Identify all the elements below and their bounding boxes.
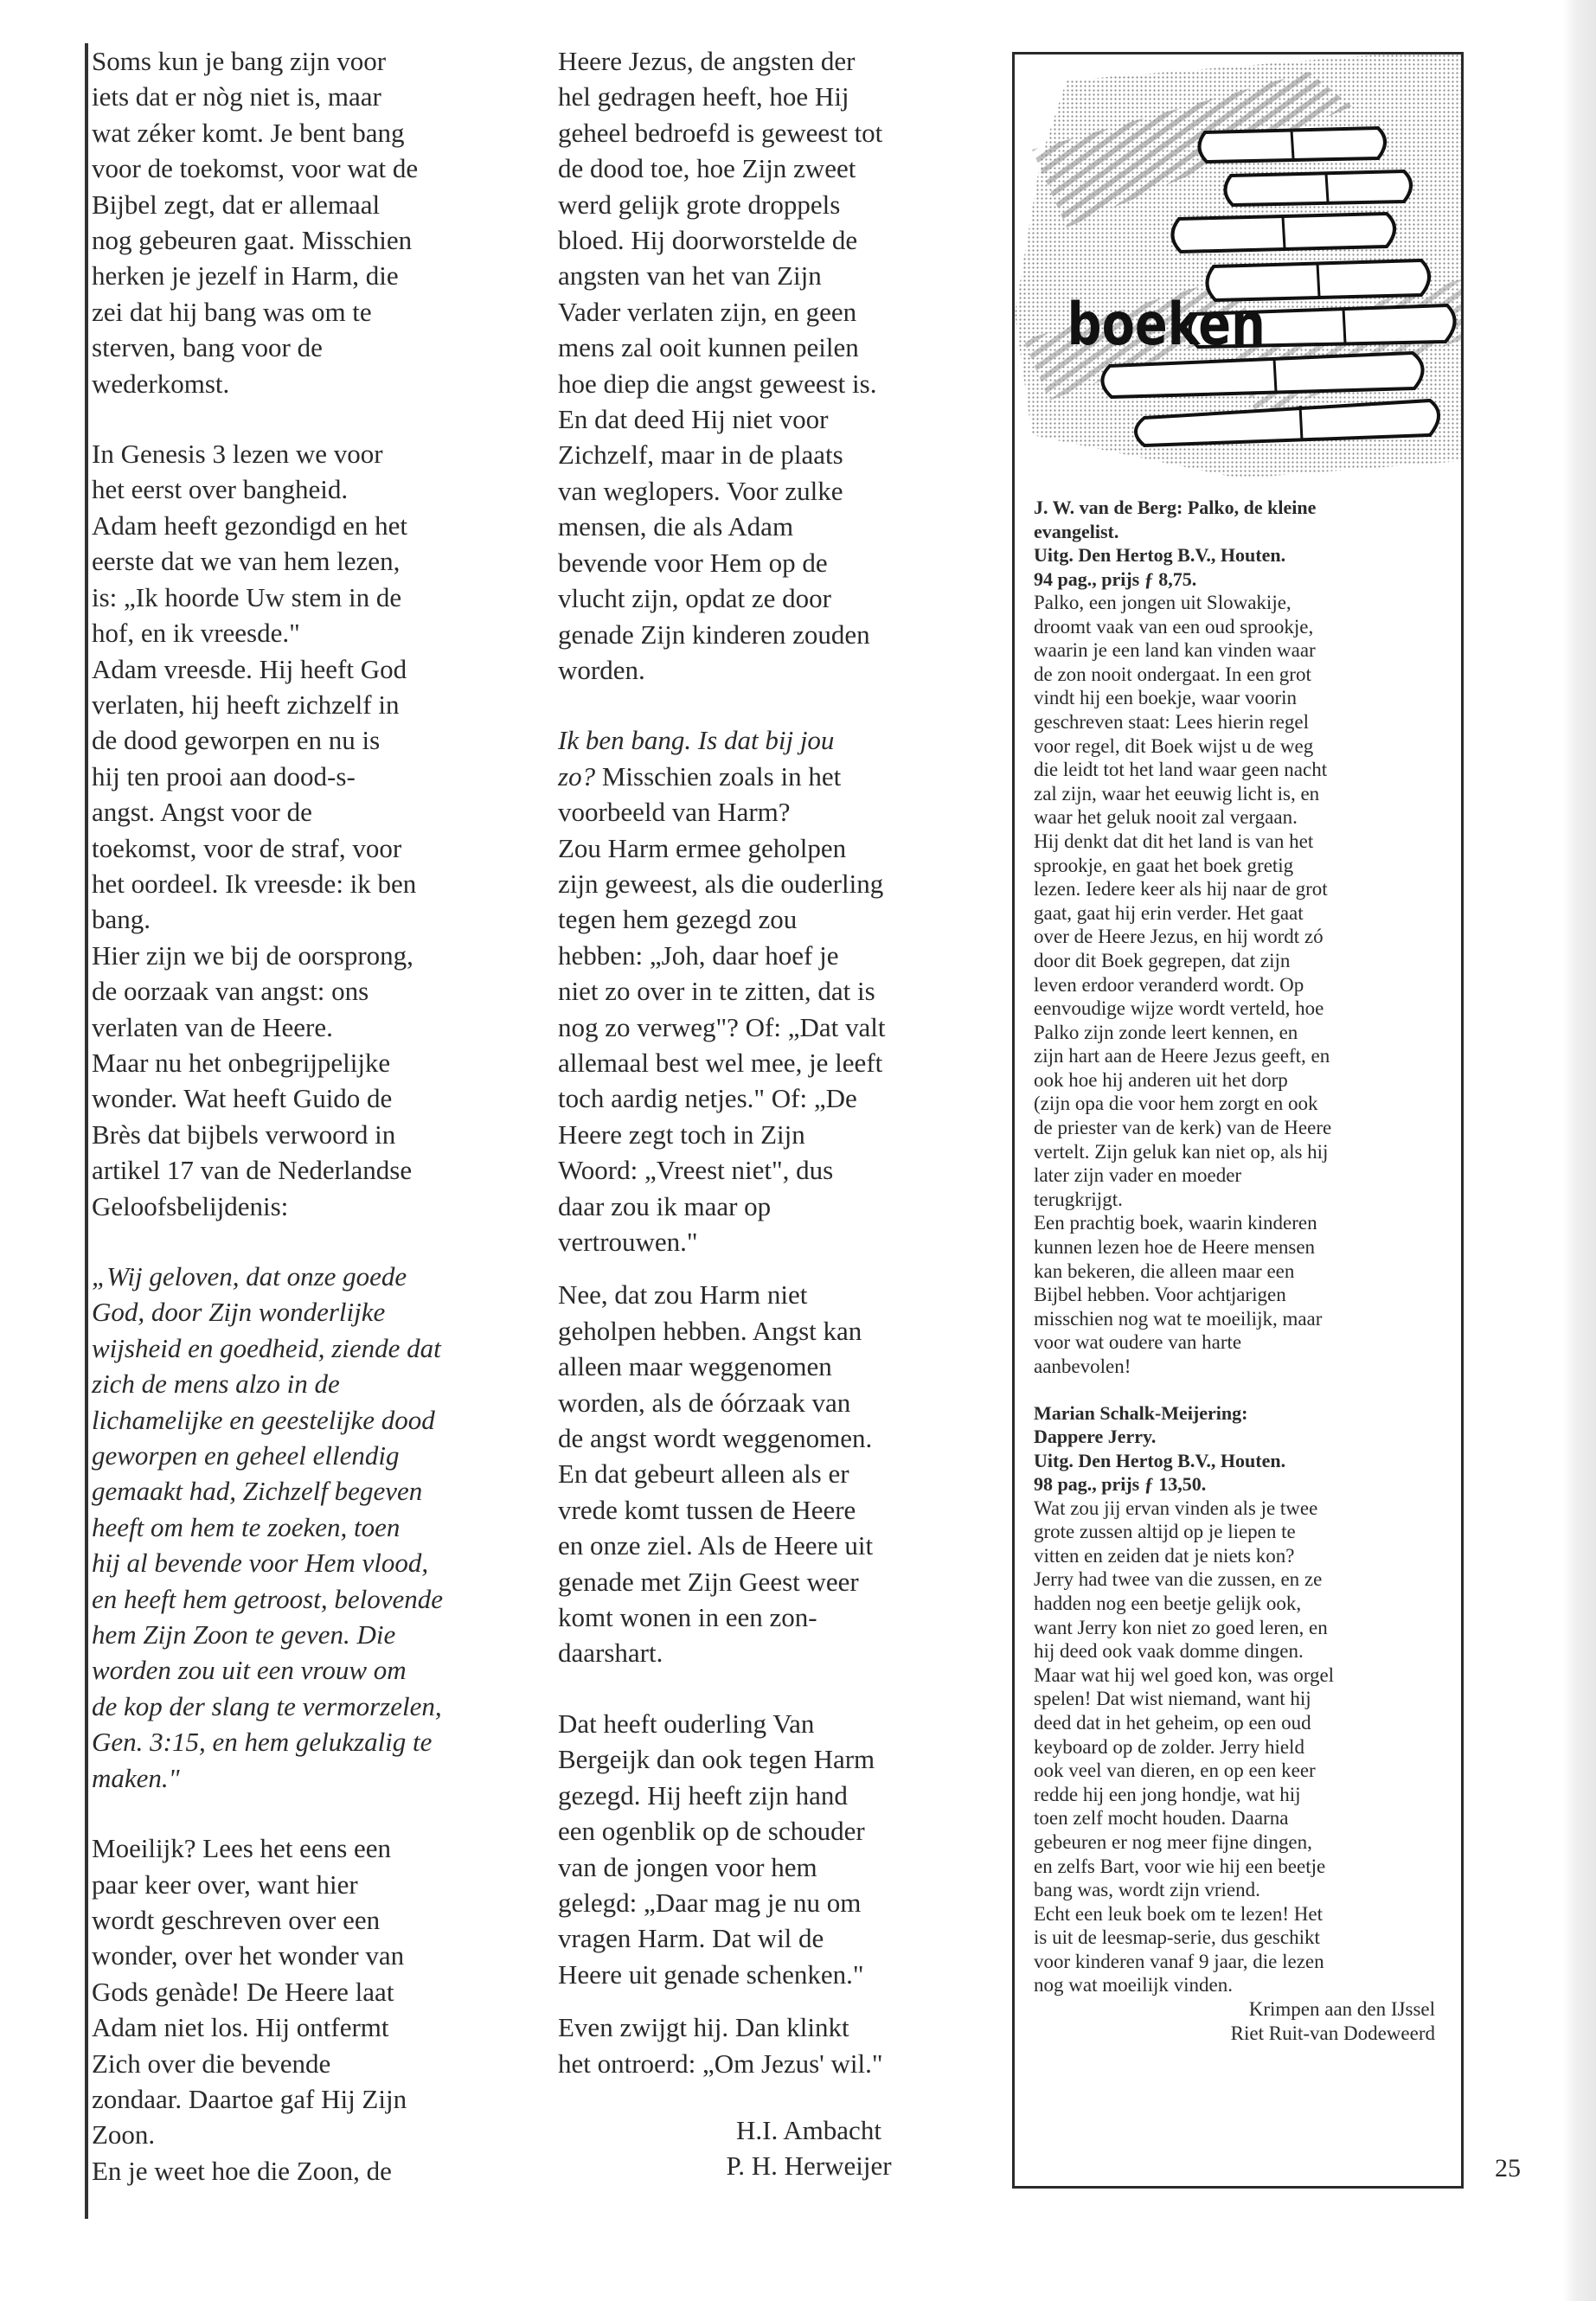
confession-quote: „Wij geloven, dat onze goede God, door Zijn wonderlijke wijsheid en goedheid, ziende dat zich de mens alzo in de lichamelijke en geestelijke dood geworpen en geheel ellendig gemaakt had, Zichzelf begeven heeft om hem te zoeken, toen hij al bevende voor Hem vlood, en heeft hem getroost, belovende hem Zijn Zoon te geven. Die worden zou uit een vrouw om de kop der slang te vermorzelen, Gen. 3:15, en hem gelukzalig te maken." (92, 1261, 444, 1793)
paragraph: In Genesis 3 lezen we voor het eerst over bangheid. Adam heeft gezondigd en het eerste dat we van hem lezen, is: „Ik hoorde Uw stem in de hof, en ik vreesde." Adam vreesde. Hij heeft God verlaten, hij heeft zichzelf in de dood geworpen en nu is hij ten prooi aan dood-s- angst. Angst voor de toekomst, voor de straf, voor het oordeel. Ik vreesde: ik ben bang. Hier zijn we bij de oorsprong, de oorzaak van angst: ons verlaten van de Heere. Maar nu het onbegrijpelijke wonder. Wat heeft Guido de Brès dat bijbels verwoord in artikel 17 van de Nederlandse Geloofsbelijdenis: (92, 439, 417, 1221)
book-review-palko: Palko, een jongen uit Slowakije, droomt vaak van een oud sprookje, waarin je een land kan vinden waar de zon nooit ondergaat. In een grot vindt hij een boekje, waar voorin geschreven staat: Lees hierin regel voor regel, dit Boek wijst u de weg die leidt tot het land waar geen nacht zal zijn, waar het eeuwig licht is, en waar het geluk nooit zal vergaan. Hij denkt dat dit het land is van het sprookje, en gaat het boek gretig lezen. Iedere keer als hij naar de grot gaat, gaat hij erin verder. Het gaat over de Heere Jezus, en hij wordt zó door dit Boek gegrepen, dat zijn leven erdoor veranderd wordt. Op eenvoudige wijze wordt verteld, hoe Palko zijn zonde leert kennen, en zijn hart aan de Heere Jezus geeft, en ook hoe hij anderen uit het dorp (zijn opa die voor hem zorgt en ook de priester van de kerk) van de Heere vertelt. Zijn geluk kan niet op, als hij later zijn vader en moeder terugkrijgt. Een prachtig boek, waarin kinderen kunnen lezen hoe de Heere mensen kan bekeren, die alleen maar een Bijbel hebben. Voor achtjarigen misschien nog wat te moeilijk, maar voor wat oudere van harte aanbevolen! (1034, 592, 1332, 1377)
signature-line: P. H. Herweijer (726, 2150, 892, 2182)
paragraph: Nee, dat zou Harm niet geholpen hebben. Angst kan alleen maar weggenomen worden, als de óórzaak van de angst wordt weggenomen. En dat gebeurt alleen als er vrede komt tussen de Heere en onze ziel. Als de Heere uit genade met Zijn Geest weer komt wonen in een zon- daarshart. (558, 1279, 874, 1669)
book-reviews (1034, 496, 1444, 2045)
paragraph: Even zwijgt hij. Dan klinkt het ontroerd: „Om Jezus' wil." (558, 2012, 883, 2079)
reviewer-credit: Krimpen aan den IJssel Riet Ruit-van Dodeweerd (1230, 1998, 1435, 2044)
books-stack-illustration (1015, 54, 1461, 487)
paragraph: Heere Jezus, de angsten der hel gedragen heeft, hoe Hij geheel bedroefd is geweest tot de dood toe, hoe Zijn zweet werd gelijk grote droppels bloed. Hij doorworstelde de angsten van het van Zijn Vader verlaten zijn, en geen mens zal ooit kunnen peilen hoe diep die angst geweest is. En dat deed Hij niet voor Zichzelf, maar in de plaats van weglopers. Voor zulke mensen, die als Adam bevende voor Hem op de vlucht zijn, opdat ze door genade Zijn kinderen zouden worden. (558, 46, 883, 685)
signature-line: H.I. Ambacht (736, 2114, 881, 2145)
paragraph-rest: Misschien zoals in het voorbeeld van Harm? Zou Harm ermee geholpen zijn geweest, als die ouderling tegen hem gezegd zou hebben: „Joh, daar hoef je niet zo over in te zitten, dat is nog zo verweg"? Of: „Dat valt allemaal best wel mee, je leeft toch aardig netjes." Of: „De Heere zegt toch in Zijn Woord: „Vreest niet", dus daar zou ik maar op vertrouwen." (558, 760, 886, 1257)
paragraph: Dat heeft ouderling Van Bergeijk dan ook tegen Harm gezegd. Hij heeft zijn hand een ogenblik op de schouder van de jongen voor hem gelegd: „Daar mag je nu om vragen Harm. Dat wil de Heere uit genade schenken." (558, 1708, 875, 1990)
paragraph (558, 722, 990, 1259)
paragraph: Soms kun je bang zijn voor iets dat er nòg niet is, maar wat zéker komt. Je bent bang voor de toekomst, voor wat de Bijbel zegt, dat er allemaal nog gebeuren gaat. Misschien herken je jezelf in Harm, die zei dat hij bang was om te sterven, bang voor de wederkomst. (92, 46, 419, 399)
article-column-1 (85, 43, 524, 2219)
italic-lead: Ik ben bang. Is dat bij jou zo? (558, 725, 835, 792)
paragraph: Moeilijk? Lees het eens een paar keer over, want hier wordt geschreven over een wonder, over het wonder van Gods genàde! De Heere laat Adam niet los. Hij ontfermt Zich over die bevende zondaar. Daartoe gaf Hij Zijn Zoon. En je weet hoe die Zoon, de (92, 1833, 407, 2186)
book-title-dappere-jerry: Marian Schalk-Meijering: Dappere Jerry. Uitg. Den Hertog B.V., Houten. 98 pag., prijs ƒ 13,50. (1034, 1401, 1286, 1496)
article-column-2 (558, 43, 990, 2184)
author-signature (558, 2112, 990, 2184)
book-title-palko: J. W. van de Berg: Palko, de kleine evangelist. Uitg. Den Hertog B.V., Houten. 94 pag., prijs ƒ 8,75. (1034, 497, 1317, 590)
page-number: 25 (1495, 2154, 1521, 2182)
book-review-dappere-jerry: Wat zou jij ervan vinden als je twee grote zussen altijd op je liepen te vitten en zeiden dat je niets kon? Jerry had twee van die zussen, en ze hadden nog een beetje gelijk ook, want Jerry kon niet zo goed leren, en hij deed ook vaak domme dingen. Maar wat hij wel goed kon, was orgel spelen! Dat wist niemand, want hij deed dat in het geheim, op een oud keyboard op de zolder. Jerry hield ook veel van dieren, en op een keer redde hij een jong hondje, wat hij toen zelf mocht houden. Daarna gebeuren er nog meer fijne dingen, en zelfs Bart, voor wie hij een beetje bang was, wordt zijn vriend. Echt een leuk boek om te lezen! Het is uit de leesmap-serie, dus geschikt voor kinderen vanaf 9 jaar, die lezen nog wat moeilijk vinden. (1034, 1497, 1335, 1997)
page-edge-shadow (1563, 0, 1596, 2301)
book-review-box (1012, 52, 1464, 2189)
section-heading: boeken (1067, 289, 1266, 359)
